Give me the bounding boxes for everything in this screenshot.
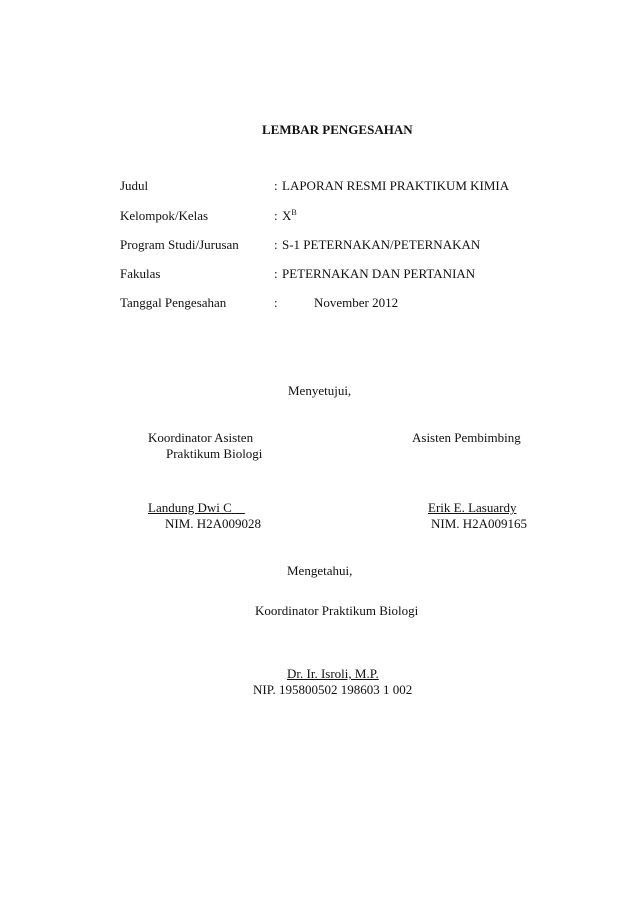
right-signer-role: Asisten Pembimbing — [412, 430, 521, 445]
field-label-judul: Judul — [120, 178, 149, 193]
acknowledgement-heading: Mengetahui, — [287, 563, 353, 578]
field-label-kelompok: Kelompok/Kelas — [120, 208, 209, 223]
acknowledgement-role: Koordinator Praktikum Biologi — [255, 603, 419, 618]
field-separator: : — [274, 237, 278, 252]
field-value-program-studi: S-1 PETERNAKAN/PETERNAKAN — [282, 237, 481, 252]
field-separator: : — [274, 208, 278, 223]
right-signer-nim: NIM. H2A009165 — [431, 516, 528, 531]
field-label-fakulas: Fakulas — [120, 266, 161, 281]
field-label-program-studi: Program Studi/Jurusan — [120, 237, 239, 252]
page-title: LEMBAR PENGESAHAN — [262, 122, 413, 137]
right-signer-name: Erik E. Lasuardy — [428, 500, 517, 515]
field-label-tanggal: Tanggal Pengesahan — [120, 295, 227, 310]
field-value-kelompok-sup: B — [291, 208, 297, 217]
field-value-kelompok — [282, 208, 297, 224]
left-signer-role-line1: Koordinator Asisten — [148, 430, 254, 445]
field-separator: : — [274, 178, 278, 193]
left-signer-name — [148, 500, 245, 516]
field-separator: : — [274, 266, 278, 281]
left-signer-nim: NIM. H2A009028 — [165, 516, 262, 531]
field-separator: : — [274, 295, 278, 310]
acknowledgement-nip: NIP. 195800502 198603 1 002 — [253, 682, 413, 697]
field-value-judul: LAPORAN RESMI PRAKTIKUM KIMIA — [282, 178, 510, 193]
acknowledgement-name: Dr. Ir. Isroli, M.P. — [287, 666, 379, 681]
approval-heading: Menyetujui, — [288, 383, 352, 398]
left-signer-name-text: Landung Dwi C — [148, 500, 232, 515]
field-value-tanggal: November 2012 — [314, 295, 399, 310]
field-value-fakulas: PETERNAKAN DAN PERTANIAN — [282, 266, 476, 281]
field-value-kelompok-text: X — [282, 208, 292, 223]
left-signer-role-line2: Praktikum Biologi — [166, 446, 263, 461]
